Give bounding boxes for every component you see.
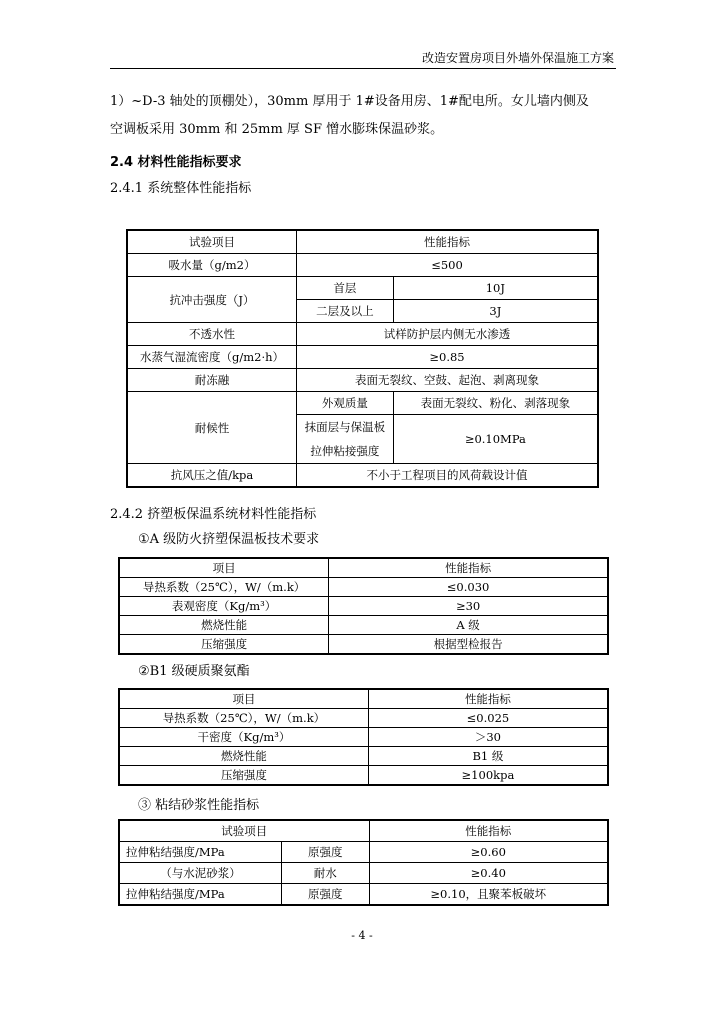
a-grade-board-table [118, 557, 609, 655]
b1-polyurethane-table [118, 688, 609, 786]
table-cell: 首层 [297, 277, 394, 300]
cell-line: 拉伸粘接强度 [310, 444, 380, 458]
table-cell: 表面无裂纹、空鼓、起泡、剥离现象 [297, 369, 599, 392]
table-cell: 不透水性 [127, 323, 297, 346]
table-header-cell: 性能指标 [329, 558, 608, 578]
table-cell: 原强度 [282, 884, 370, 906]
table-cell: 耐候性 [127, 392, 297, 464]
table-cell: 耐冻融 [127, 369, 297, 392]
table-cell: B1 级 [368, 747, 608, 766]
table-cell: 拉伸粘结强度/MPa [119, 884, 282, 906]
table-cell: （与水泥砂浆） [119, 863, 282, 884]
subsection-heading-2: 2.4.2 挤塑板保温系统材料性能指标 [110, 507, 317, 522]
table-cell: 原强度 [282, 842, 370, 863]
table-cell: ≤0.025 [368, 709, 608, 728]
table-cell: 干密度（Kg/m³） [119, 728, 368, 747]
table-cell: 抗风压之值/kpa [127, 464, 297, 488]
table-cell: 根据型检报告 [329, 635, 608, 655]
table-cell: 导热系数（25℃），W/（m.k） [119, 709, 368, 728]
page-header [110, 44, 616, 69]
table-cell: 10J [393, 277, 598, 300]
table-header-cell: 项目 [119, 558, 329, 578]
table-cell [297, 415, 394, 464]
system-performance-table [126, 229, 599, 488]
subsection-heading-1: 2.4.1 系统整体性能指标 [110, 181, 252, 196]
table-cell: 表面无裂纹、粉化、剥落现象 [393, 392, 598, 415]
table-caption-a: ①A 级防火挤塑保温板技术要求 [138, 532, 320, 547]
table-caption-b: ②B1 级硬质聚氨酯 [138, 664, 250, 679]
table-cell: 燃烧性能 [119, 747, 368, 766]
table-cell: 二层及以上 [297, 300, 394, 323]
table-cell: 抗冲击强度（J） [127, 277, 297, 323]
table-cell: 吸水量（g/m2） [127, 254, 297, 277]
table-header-cell: 项目 [119, 689, 368, 709]
table-header-cell: 性能指标 [368, 689, 608, 709]
table-cell: ≥0.85 [297, 346, 599, 369]
header-title: 改造安置房项目外墙外保温施工方案 [421, 51, 614, 65]
table-cell: ≤500 [297, 254, 599, 277]
table-cell: 试样防护层内侧无水渗透 [297, 323, 599, 346]
table-cell: 3J [393, 300, 598, 323]
page-number: - 4 - [351, 929, 373, 942]
table-cell: 不小于工程项目的风荷载设计值 [297, 464, 599, 488]
table-cell: 耐水 [282, 863, 370, 884]
body-line-1: 1）~D-3 轴处的顶棚处），30mm 厚用于 1#设备用房、1#配电所。女儿墙内侧及 [110, 94, 589, 109]
table-cell: 外观质量 [297, 392, 394, 415]
table-cell: 燃烧性能 [119, 616, 329, 635]
table-cell: 拉伸粘结强度/MPa [119, 842, 282, 863]
section-heading: 2.4 材料性能指标要求 [110, 155, 242, 170]
table-cell: 水蒸气湿流密度（g/m2·h） [127, 346, 297, 369]
table-cell: ≥100kpa [368, 766, 608, 786]
table-header-cell: 试验项目 [127, 230, 297, 254]
table-cell: 压缩强度 [119, 766, 368, 786]
bonding-mortar-table [118, 819, 609, 906]
table-header-cell: 性能指标 [369, 820, 608, 842]
body-line-2: 空调板采用 30mm 和 25mm 厚 SF 憎水膨珠保温砂浆。 [110, 122, 444, 137]
table-cell: 导热系数（25℃），W/（m.k） [119, 578, 329, 597]
cell-line: 抹面层与保温板 [304, 420, 386, 434]
table-cell: ≥0.10MPa [393, 415, 598, 464]
table-caption-c: ③ 粘结砂浆性能指标 [138, 798, 260, 813]
table-cell: ＞30 [368, 728, 608, 747]
table-cell: 表观密度（Kg/m³） [119, 597, 329, 616]
table-cell: A 级 [329, 616, 608, 635]
table-cell: 压缩强度 [119, 635, 329, 655]
table-header-cell: 性能指标 [297, 230, 599, 254]
table-cell: ≥30 [329, 597, 608, 616]
table-cell: ≥0.40 [369, 863, 608, 884]
table-header-cell: 试验项目 [119, 820, 369, 842]
table-cell: ≥0.10，且聚苯板破坏 [369, 884, 608, 906]
table-cell: ≥0.60 [369, 842, 608, 863]
table-cell: ≤0.030 [329, 578, 608, 597]
